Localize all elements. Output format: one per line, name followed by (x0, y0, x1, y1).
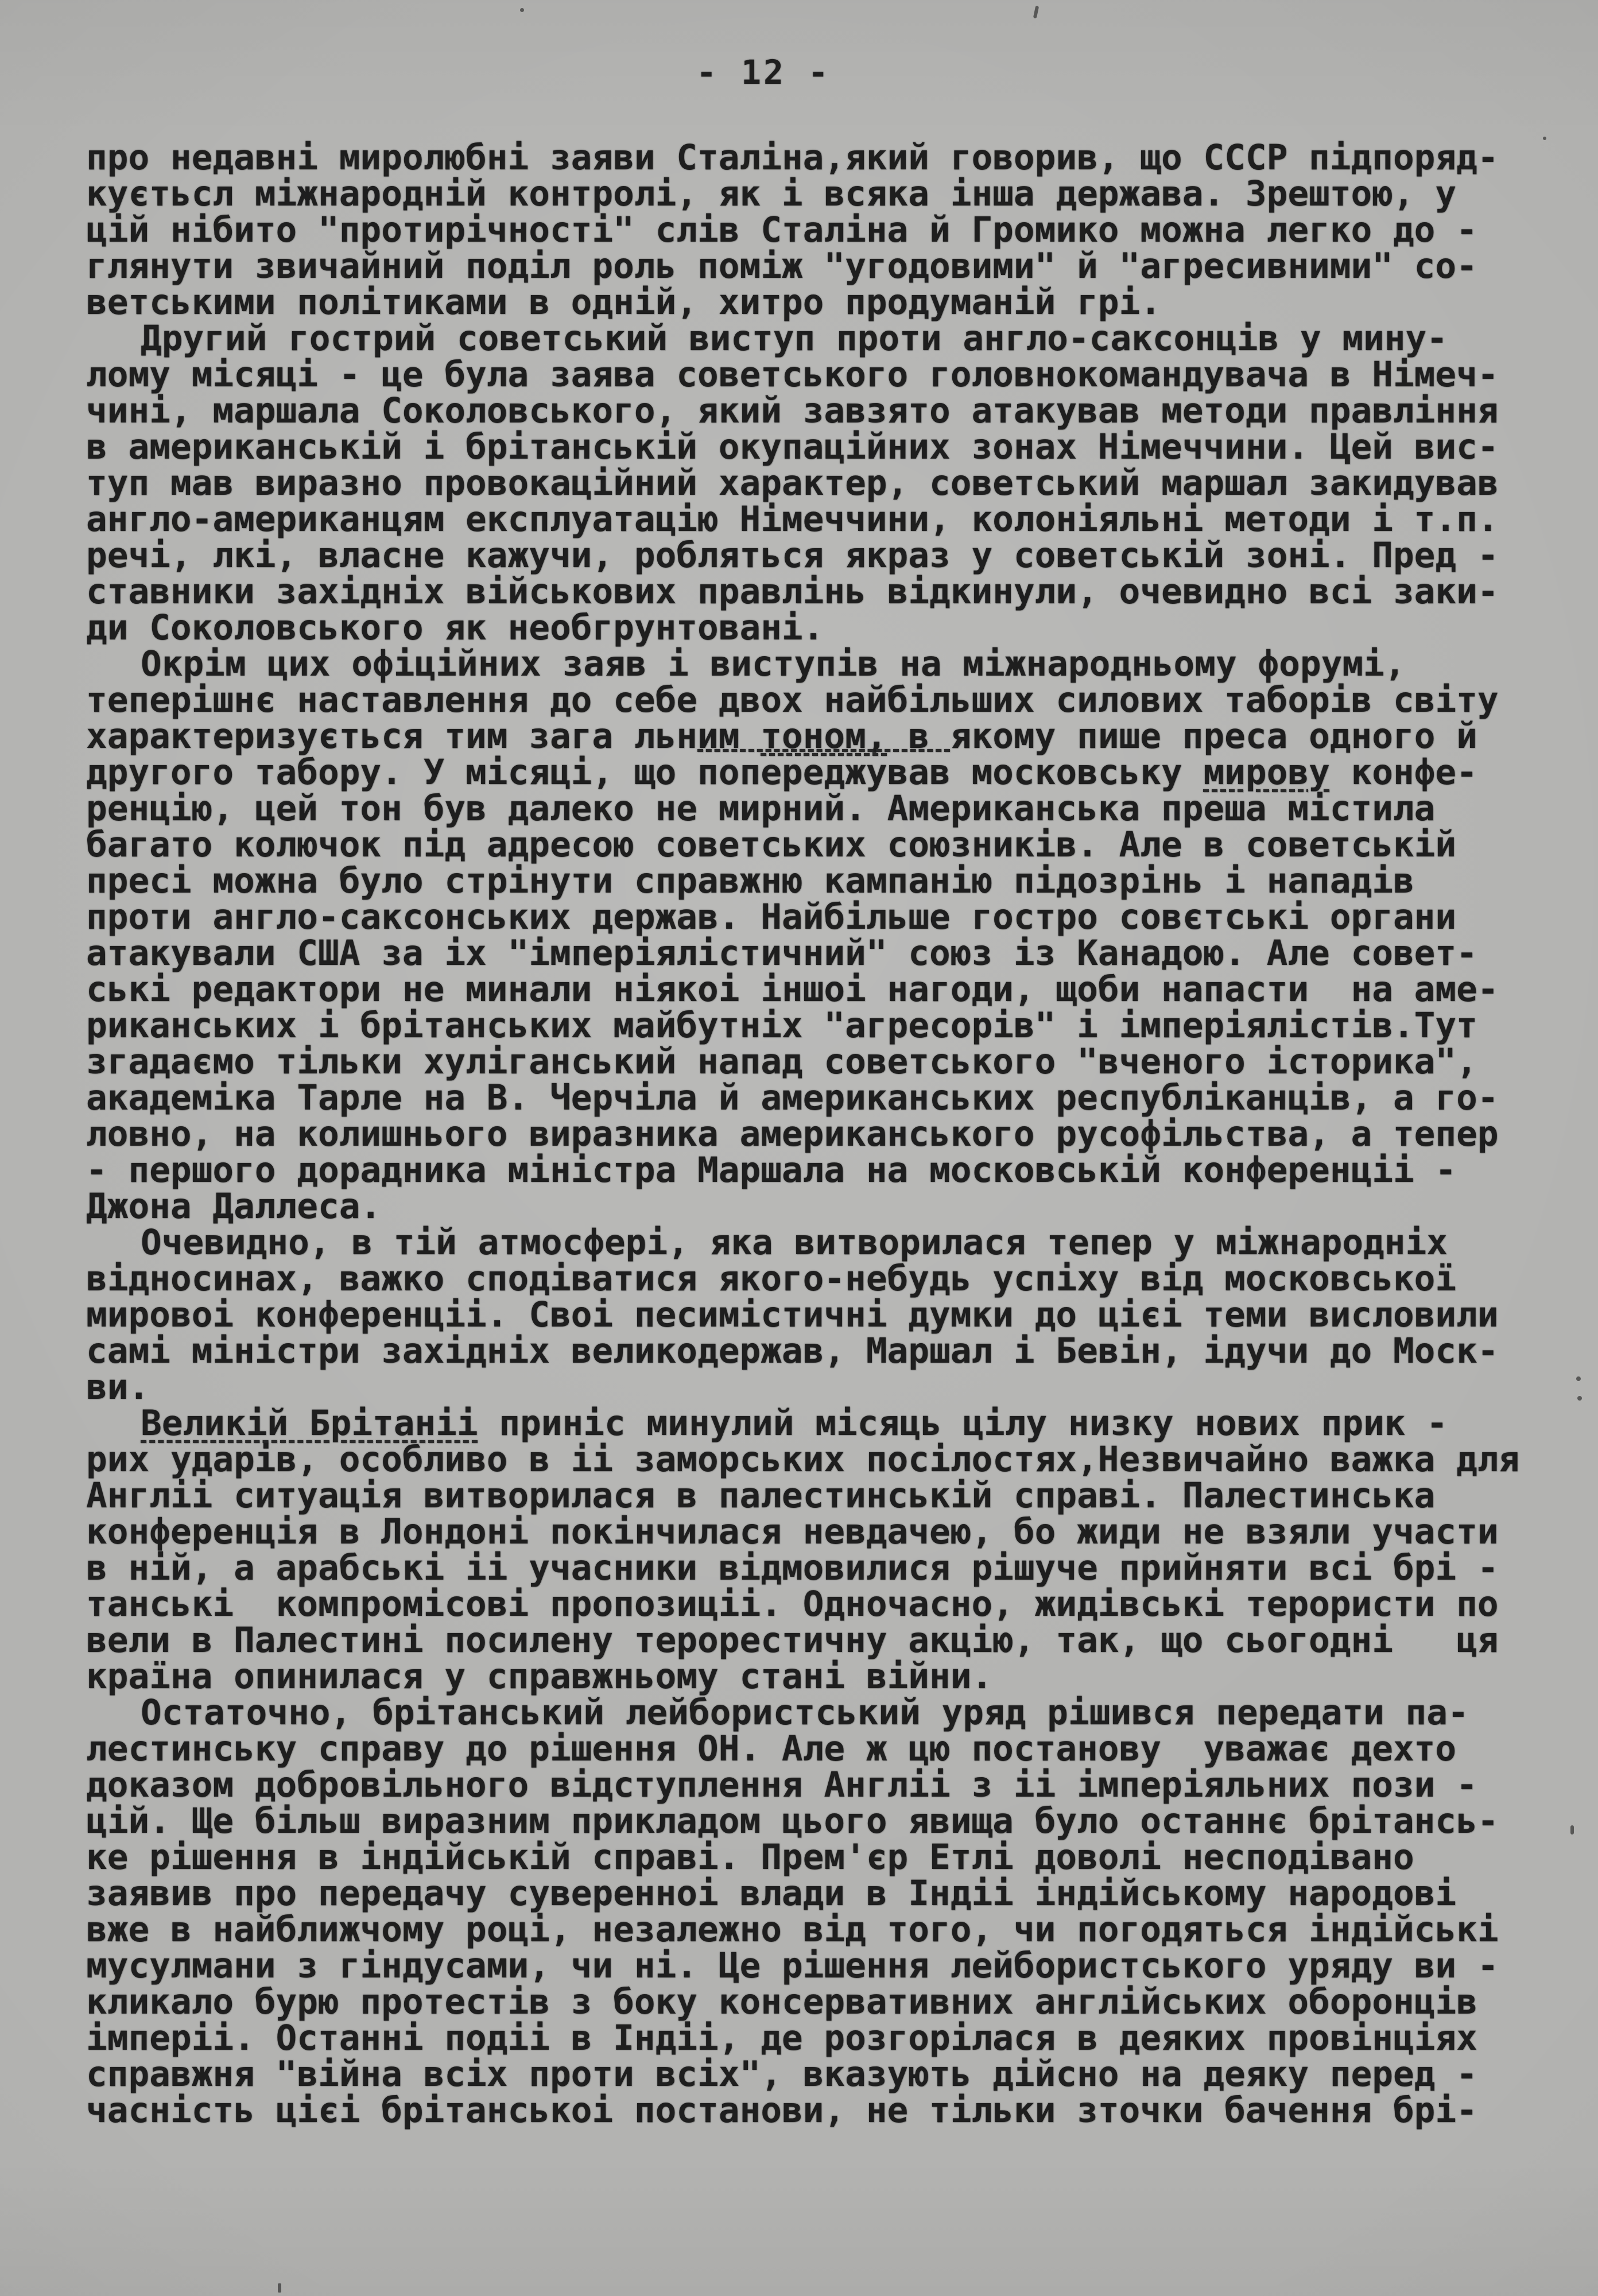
text-line: доказом добровільного відступлення Англіі з іі імперіяльних пози - (86, 1764, 1477, 1805)
text-line: в американській і брітанській окупаційних зонах Німеччини. Цей вис- (86, 426, 1499, 467)
scan-speck (1033, 6, 1039, 19)
text-line: справжня "війна всіх проти всіх", вказують дійсно на деяку перед - (86, 2054, 1477, 2095)
scan-speck (1576, 1376, 1581, 1381)
text-line: в ній, а арабські іі учасники відмовилися рішуче прийняти всі брі - (86, 1548, 1499, 1588)
text-line: ди Соколовського як необгрунтовані. (86, 607, 824, 648)
typewriter-correction: тоном, (761, 716, 887, 757)
text-line: Другий гострий советський виступ проти англо-саксонців у мину- (141, 318, 1448, 359)
text-line: цій нібито "протирічності" слів Сталіна й Громико можна легко до - (86, 210, 1477, 250)
text-line: про недавні миролюбні заяви Сталіна,який говорив, що СССР підпоряд- (86, 137, 1499, 178)
text-line: лестинську справу до рішення ОН. Але ж цю постанову уважає дехто (86, 1728, 1457, 1769)
text-line: - першого дорадника міністра Маршала на московській конференціі - (86, 1150, 1457, 1190)
text-line: Англіі ситуація витворилася в палестинській справі. Палестинська (86, 1475, 1436, 1516)
text-line: ветськими політиками в одній, хитро продуманій грі. (86, 282, 1161, 323)
text-line: мусулмани з гіндусами, чи ні. Це рішення лейбористського уряду ви - (86, 1945, 1499, 1986)
text-line: другого табору. У місяці, що попереджував московську мирову конфе- (86, 752, 1477, 793)
text-line: Великій Брітаніі приніс минулий місяць цілу низку нових прик - (141, 1403, 1448, 1444)
text-line: речі, лкі, власне кажучи, робляться якраз у советській зоні. Пред - (86, 535, 1499, 576)
text-line: імперіі. Останні подіі в Індіі, де розгорілася в деяких провінціях (86, 2018, 1477, 2058)
text-line: багато колючок під адресою советських союзників. Але в советській (86, 824, 1457, 865)
text-line: глянути звичайний поділ роль поміж "угодовими" й "агресивними" со- (86, 246, 1477, 286)
text-line: цій. Ще більш виразним прикладом цього явища було останнє брітансь- (86, 1801, 1499, 1841)
text-line: часність цієі брітанськоі постанови, не тільки зточки бачення брі- (86, 2090, 1477, 2131)
text-line: чині, маршала Соколовського, який завзято атакував методи правління (86, 390, 1499, 431)
page-number: - 12 - (696, 53, 831, 92)
paragraph (86, 643, 1556, 1227)
text-line: ловно, на колишнього виразника американського русофільства, а тепер (86, 1114, 1499, 1154)
scan-speck (1543, 137, 1546, 140)
text-line: танські компромісові пропозиціі. Одночасно, жидівські терористи по (86, 1584, 1499, 1624)
typewriter-correction: попереджував (697, 752, 951, 793)
text-line: конференція в Лондоні покінчилася невдачею, бо жиди не взяли участи (86, 1511, 1499, 1552)
scan-speck (278, 2283, 281, 2293)
text-line: ви. (86, 1367, 150, 1407)
text-line: проти англо-саксонських держав. Найбільше гостро совєтські органи (86, 897, 1457, 937)
text-line: ставники західніх військових правлінь відкинули, очевидно всі заки- (86, 571, 1499, 612)
text-line: куєтьсл міжнародній контролі, як і всяка інша держава. Зрештою, у (86, 173, 1457, 214)
text-line: характеризується тим зага льним тоном, в якому пише преса одного й (86, 716, 1477, 757)
text-line: рих ударів, особливо в іі заморських посілостях,Незвичайно важка для (86, 1439, 1520, 1480)
text-line: теперішнє наставлення до себе двох найбільших силових таборів світу (86, 680, 1499, 720)
scan-speck (1570, 1825, 1574, 1835)
page-body (86, 137, 1556, 2131)
text-line: вже в найближчому році, незалежно від того, чи погодяться індійські (86, 1909, 1499, 1950)
text-line: Джона Даллеса. (86, 1186, 382, 1227)
text-line: країна опинилася у справжньому стані війни. (86, 1656, 993, 1697)
text-line: Остаточно, брітанський лейбористський уряд рішився передати па- (141, 1692, 1469, 1733)
typewriter-correction: мирову (1203, 752, 1330, 793)
text-line: самі міністри західніх великодержав, Маршал і Бевін, ідучи до Моск- (86, 1331, 1499, 1371)
paragraph (86, 1224, 1556, 1405)
text-line: ренцію, цей тон був далеко не мирний. Американська преша містила (86, 788, 1436, 829)
text-line: риканських і брітанських майбутніх "агресорів" і імперіялістів.Тут (86, 1005, 1477, 1046)
text-line: ські редактори не минали ніякоі іншоі нагоди, щоби напасти на аме- (86, 969, 1499, 1010)
text-line: кликало бурю протестів з боку консервативних англійських оборонців (86, 1981, 1477, 2022)
paragraph (86, 137, 1556, 323)
text-line: відносинах, важко сподіватися якого-небудь успіху від московської (86, 1258, 1457, 1299)
text-line: академіка Тарле на В. Черчіла й американських республіканців, а го- (86, 1077, 1499, 1118)
paragraph (86, 1692, 1556, 2131)
text-line: англо-американцям експлуатацію Німеччини, колоніяльні методи і т.п. (86, 499, 1499, 540)
scan-speck (520, 8, 524, 12)
scan-speck (1577, 1396, 1582, 1401)
text-line: мировоі конференціі. Своі песимістичні думки до цієі теми висловили (86, 1294, 1499, 1335)
text-line: ке рішення в індійській справі. Прем'єр Етлі доволі несподівано (86, 1837, 1414, 1878)
text-line: туп мав виразно провокаційний характер, советський маршал закидував (86, 463, 1499, 503)
paragraph (86, 320, 1556, 646)
text-line: лому місяці - це була заява советського головнокомандувача в Німеч- (86, 354, 1499, 395)
text-line: вели в Палестині посилену терорестичну акцію, так, що сьогодні ця (86, 1620, 1499, 1661)
text-line: Очевидно, в тій атмосфері, яка витворилася тепер у міжнародніх (141, 1222, 1448, 1263)
text-line: Окрім цих офіційних заяв і виступів на міжнародньому форумі, (141, 643, 1406, 684)
text-line: пресі можна було стрінути справжню кампанію підозрінь і нападів (86, 860, 1414, 901)
paragraph (86, 1403, 1556, 1697)
text-line: згадаємо тільки хуліганський напад советського "вченого історика", (86, 1041, 1477, 1082)
text-line: атакували США за іх "імперіялістичний" союз із Канадою. Але совет- (86, 933, 1477, 974)
text-line: заявив про передачу суверенноі влади в Індіі індійському народові (86, 1873, 1457, 1914)
typewriter-correction: Великій Брітаніі (141, 1403, 478, 1444)
